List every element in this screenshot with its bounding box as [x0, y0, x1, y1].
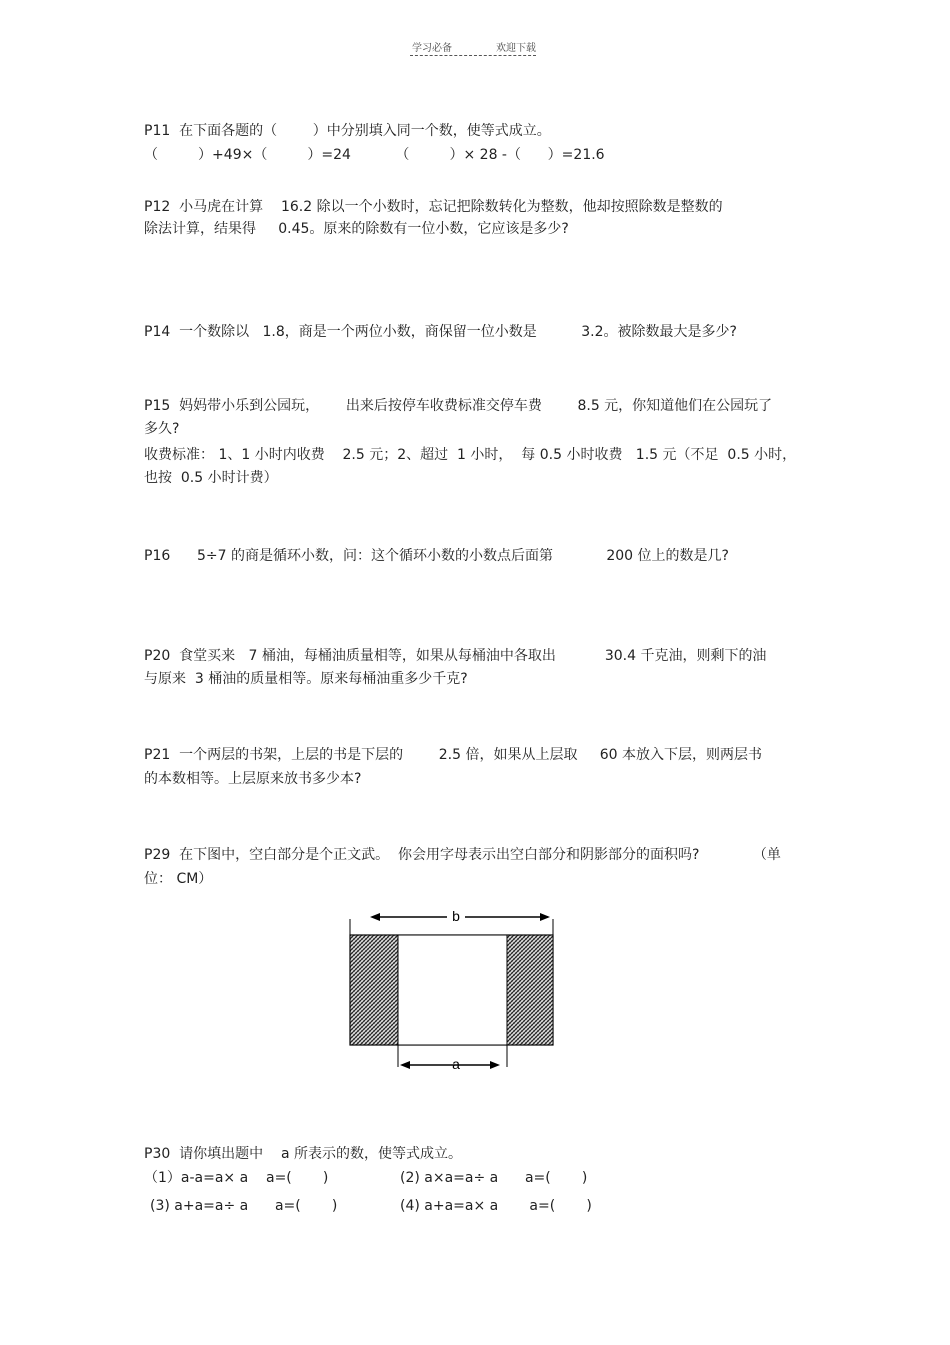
p21-line1: P21 一个两层的书架，上层的书是下层的 2.5 倍，如果从上层取 60 本放入下层，则两层书 — [144, 747, 762, 763]
p29-diagram — [340, 905, 570, 1075]
p30-q4: (4) a+a=a× a a=( ) — [400, 1198, 592, 1214]
right-shaded-strip — [507, 935, 553, 1045]
header-rule — [410, 55, 536, 56]
p20-line2: 与原来 3 桶油的质量相等。原来每桶油重多少千克? — [144, 671, 468, 687]
p29-line2: 位： CM） — [144, 871, 213, 887]
blank-square — [398, 935, 507, 1045]
p15-line4: 也按 0.5 小时计费） — [144, 470, 278, 486]
p12-line2: 除法计算，结果得 0.45。原来的除数有一位小数，它应该是多少? — [144, 221, 569, 237]
p30-line1: P30 请你填出题中 a 所表示的数，使等式成立。 — [144, 1146, 462, 1162]
p16-line1: P16 5÷7 的商是循环小数，问：这个循环小数的小数点后面第 200 位上的数是几? — [144, 548, 729, 564]
p21-line2: 的本数相等。上层原来放书多少本? — [144, 771, 362, 787]
p20-line1: P20 食堂买来 7 桶油，每桶油质量相等，如果从每桶油中各取出 30.4 千克油，则剩下的油 — [144, 648, 767, 664]
p14-line1: P14 一个数除以 1.8，商是一个两位小数，商保留一位小数是 3.2。被除数最大是多少? — [144, 324, 737, 340]
label-b: b — [452, 908, 460, 924]
header-left: 学习必备 — [412, 43, 452, 54]
p15-line2: 多久? — [144, 421, 180, 437]
p12-line1: P12 小马虎在计算 16.2 除以一个小数时，忘记把除数转化为整数，他却按照除数是整数的 — [144, 199, 723, 215]
p15-line1: P15 妈妈带小乐到公园玩， 出来后按停车收费标准交停车费 8.5 元，你知道他们在公园玩了 — [144, 398, 773, 414]
p30-q1: （1）a-a=a× a a=( ) — [144, 1170, 329, 1186]
p30-q2: (2) a×a=a÷ a a=( ) — [400, 1170, 588, 1186]
p11-line1: P11 在下面各题的（ ）中分别填入同一个数，使等式成立。 — [144, 123, 551, 139]
p30-q3: (3) a+a=a÷ a a=( ) — [150, 1198, 338, 1214]
label-a: a — [452, 1056, 460, 1072]
header-right: 欢迎下载 — [496, 43, 536, 54]
p15-line3: 收费标准： 1、1 小时内收费 2.5 元；2、超过 1 小时， 每 0.5 小时收费 1.5 元（不足 0.5 小时， — [144, 447, 797, 463]
p11-line2: （ ）+49×（ ）=24 （ ）× 28 -（ ）=21.6 — [144, 147, 605, 163]
left-shaded-strip — [350, 935, 398, 1045]
p29-line1: P29 在下图中，空白部分是个正文武。 你会用字母表示出空白部分和阴影部分的面积吗? （单 — [144, 847, 781, 863]
